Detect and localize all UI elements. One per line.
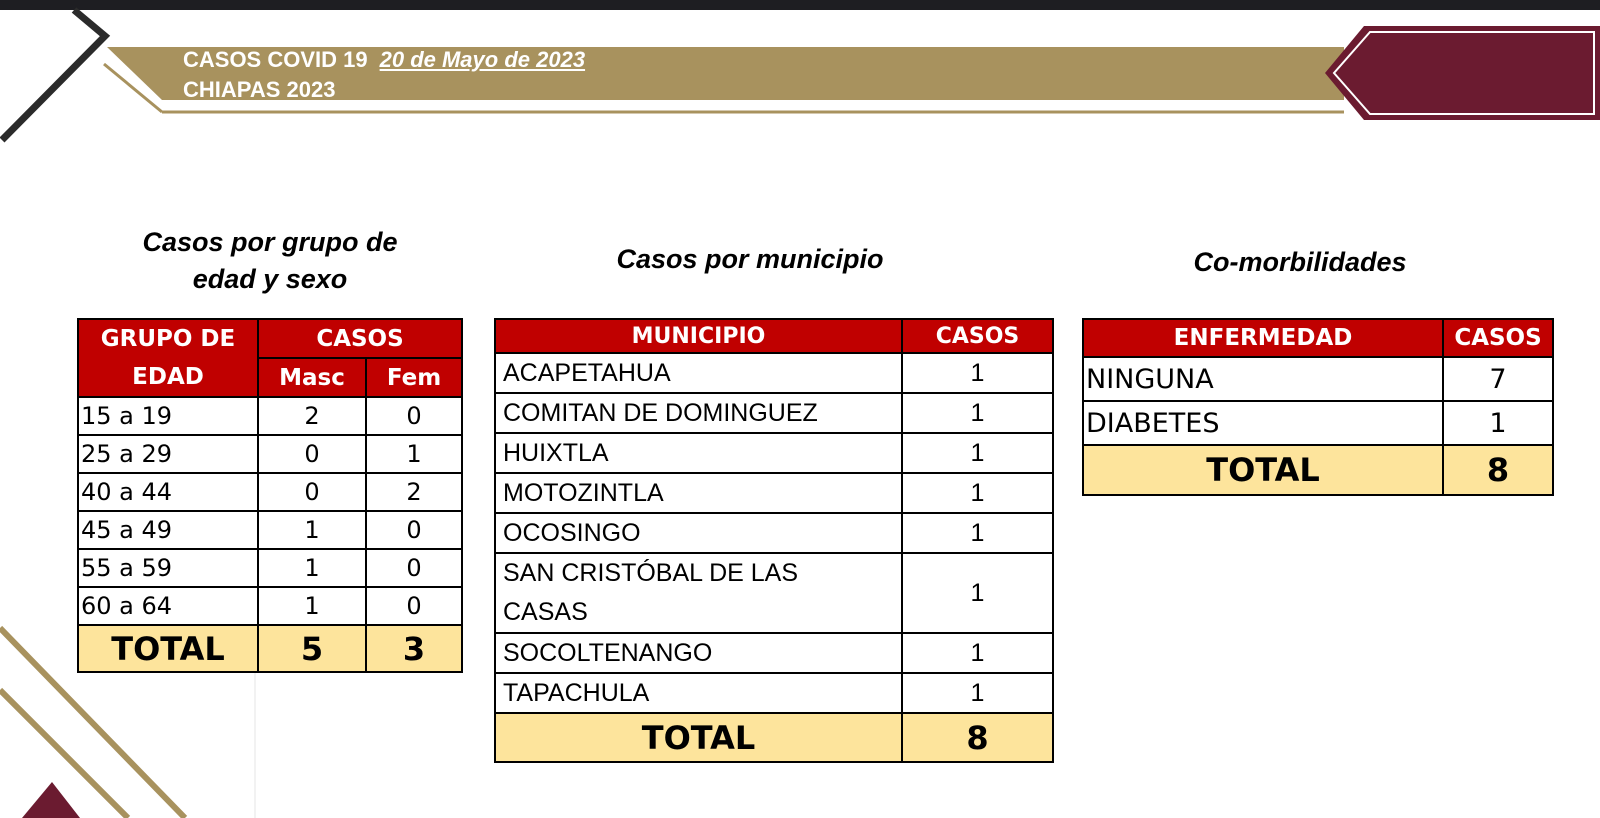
casos-cell: 1 (902, 473, 1053, 513)
dark-chevron-shape (2, 10, 105, 140)
grupo-cell: 25 a 29 (78, 435, 258, 473)
header-title-line (183, 47, 585, 73)
municipio-cell: COMITAN DE DOMINGUEZ (495, 393, 902, 433)
table-row (78, 473, 462, 511)
header-masc: Masc (258, 358, 366, 397)
table-row (1083, 357, 1553, 401)
enfermedad-cell: NINGUNA (1083, 357, 1443, 401)
casos-cell: 1 (902, 393, 1053, 433)
table-row (495, 393, 1053, 433)
total-fem: 3 (366, 625, 462, 672)
table-row (1083, 401, 1553, 445)
comorbilidades-table (1082, 318, 1554, 496)
total-row (78, 625, 462, 672)
casos-cell: 1 (902, 433, 1053, 473)
casos-cell: 1 (902, 673, 1053, 713)
header-casos: CASOS (1443, 319, 1553, 357)
header-grupo-line2: EDAD (132, 364, 204, 390)
table-row (78, 511, 462, 549)
header-casos: CASOS (902, 319, 1053, 353)
header-grupo-line1: GRUPO DE (100, 326, 236, 352)
total-masc: 5 (258, 625, 366, 672)
table-row (495, 553, 1053, 633)
municipio-cell: MOTOZINTLA (495, 473, 902, 513)
masc-cell: 0 (258, 473, 366, 511)
fem-cell: 0 (366, 587, 462, 625)
total-label: TOTAL (1083, 445, 1443, 495)
masc-cell: 2 (258, 397, 366, 435)
header-subtitle: CHIAPAS 2023 (183, 77, 336, 102)
fem-cell: 0 (366, 511, 462, 549)
enfermedad-cell: DIABETES (1083, 401, 1443, 445)
edad-sexo-title (95, 224, 445, 298)
table-row (78, 549, 462, 587)
table-row (78, 435, 462, 473)
table-row (78, 587, 462, 625)
masc-cell: 1 (258, 587, 366, 625)
total-casos: 8 (1443, 445, 1553, 495)
municipio-title: Casos por municipio (616, 244, 884, 274)
header-enfermedad: ENFERMEDAD (1083, 319, 1443, 357)
edad-sexo-title-line1: Casos por grupo de (142, 227, 398, 257)
grupo-cell: 60 a 64 (78, 587, 258, 625)
fem-cell: 2 (366, 473, 462, 511)
fem-cell: 1 (366, 435, 462, 473)
masc-cell: 1 (258, 511, 366, 549)
grupo-cell: 45 a 49 (78, 511, 258, 549)
municipio-cell: HUIXTLA (495, 433, 902, 473)
total-row (495, 713, 1053, 762)
table-header-row (495, 319, 1053, 353)
municipio-cell: OCOSINGO (495, 513, 902, 553)
table-header-row (78, 319, 462, 358)
fem-cell: 0 (366, 397, 462, 435)
casos-cell: 7 (1443, 357, 1553, 401)
total-label: TOTAL (78, 625, 258, 672)
casos-cell: 1 (1443, 401, 1553, 445)
municipio-cell-text: SAN CRISTÓBAL DE LAS CASAS (503, 559, 798, 626)
casos-cell: 1 (902, 353, 1053, 393)
municipio-cell (495, 553, 902, 633)
casos-cell: 1 (902, 633, 1053, 673)
header-grupo-edad (78, 319, 258, 397)
masc-cell: 1 (258, 549, 366, 587)
municipio-cell: ACAPETAHUA (495, 353, 902, 393)
fem-cell: 0 (366, 549, 462, 587)
maroon-triangle-shape (22, 782, 80, 818)
grupo-cell: 40 a 44 (78, 473, 258, 511)
table-row (78, 397, 462, 435)
header-municipio: MUNICIPIO (495, 319, 902, 353)
header-casos: CASOS (258, 319, 462, 358)
casos-cell: 1 (902, 553, 1053, 633)
table-header-row (1083, 319, 1553, 357)
total-row (1083, 445, 1553, 495)
header-date: 20 de Mayo de 2023 (379, 47, 586, 72)
header-title: CASOS COVID 19 (183, 47, 368, 72)
table-row (495, 513, 1053, 553)
grupo-cell: 15 a 19 (78, 397, 258, 435)
table-row (495, 353, 1053, 393)
casos-cell: 1 (902, 513, 1053, 553)
table-row (495, 633, 1053, 673)
edad-sexo-title-line2: edad y sexo (192, 264, 348, 294)
maroon-hexagon-shape (1325, 26, 1600, 120)
grupo-cell: 55 a 59 (78, 549, 258, 587)
table-row (495, 473, 1053, 513)
municipio-cell: SOCOLTENANGO (495, 633, 902, 673)
header-fem: Fem (366, 358, 462, 397)
masc-cell: 0 (258, 435, 366, 473)
table-row (495, 433, 1053, 473)
comorbilidades-title: Co-morbilidades (1193, 247, 1407, 277)
total-casos: 8 (902, 713, 1053, 762)
table-row (495, 673, 1053, 713)
total-label: TOTAL (495, 713, 902, 762)
municipio-cell: TAPACHULA (495, 673, 902, 713)
municipio-table (494, 318, 1054, 763)
edad-sexo-table (77, 318, 463, 673)
